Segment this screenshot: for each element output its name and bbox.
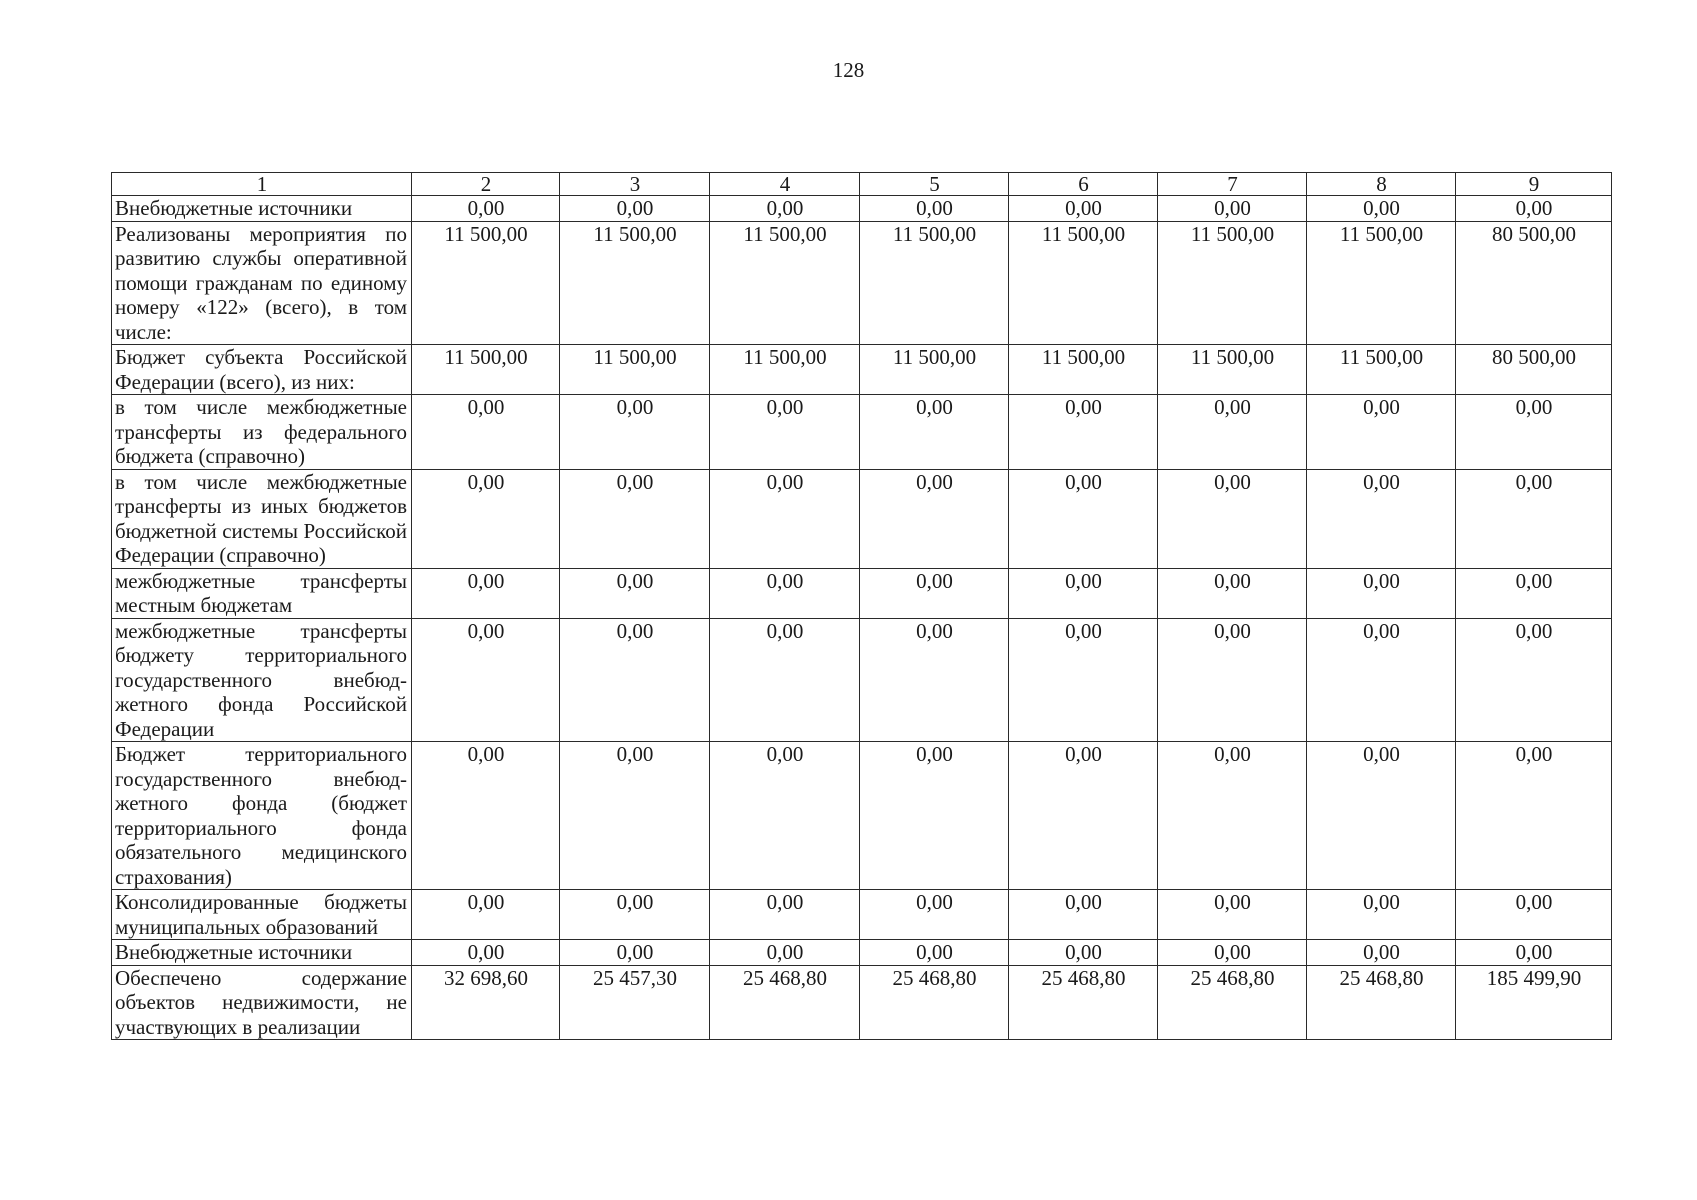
table-cell: 0,00 [412, 568, 560, 618]
table-cell: 0,00 [1158, 196, 1307, 222]
table-cell: 0,00 [1456, 890, 1612, 940]
table-cell: 0,00 [860, 469, 1009, 568]
table-cell: 0,00 [1158, 618, 1307, 742]
table-cell: 0,00 [1456, 618, 1612, 742]
column-header: 9 [1456, 173, 1612, 196]
table-row [112, 742, 1612, 890]
table-cell: 0,00 [560, 568, 710, 618]
table-cell: 80 500,00 [1456, 221, 1612, 345]
table-cell: 11 500,00 [412, 345, 560, 395]
table-cell: 0,00 [1009, 568, 1158, 618]
table-cell: 11 500,00 [1009, 221, 1158, 345]
table-cell: 0,00 [1009, 469, 1158, 568]
table-cell: 0,00 [710, 469, 860, 568]
row-label: межбюджетные трансферты местным бюджетам [112, 568, 412, 618]
table-row [112, 345, 1612, 395]
table-cell: 11 500,00 [710, 221, 860, 345]
table-cell: 0,00 [1307, 469, 1456, 568]
table-cell: 0,00 [1307, 742, 1456, 890]
table-cell: 0,00 [1158, 940, 1307, 966]
table-cell: 0,00 [560, 196, 710, 222]
row-label: в том числе межбюджетные трансферты из федерального бюджета (справочно) [112, 395, 412, 470]
table-cell: 0,00 [860, 742, 1009, 890]
table-cell: 0,00 [412, 618, 560, 742]
row-label: межбюджетные трансферты бюджету территориального государственного внебюджетного фонда Российской Федерации [112, 618, 412, 742]
row-label: Обеспечено содержание объектов недвижимости, не участвующих в реализации [112, 965, 412, 1040]
table-cell: 0,00 [1158, 742, 1307, 890]
table-cell: 0,00 [710, 940, 860, 966]
table-cell: 80 500,00 [1456, 345, 1612, 395]
table-cell: 11 500,00 [710, 345, 860, 395]
table-cell: 0,00 [1009, 196, 1158, 222]
table-cell: 0,00 [560, 618, 710, 742]
table-cell: 0,00 [860, 395, 1009, 470]
table-cell: 25 468,80 [1009, 965, 1158, 1040]
table-row [112, 469, 1612, 568]
table-cell: 0,00 [710, 568, 860, 618]
table-cell: 0,00 [1456, 395, 1612, 470]
table-cell: 11 500,00 [412, 221, 560, 345]
table-cell: 0,00 [1009, 940, 1158, 966]
table-cell: 25 468,80 [1307, 965, 1456, 1040]
column-header: 6 [1009, 173, 1158, 196]
table-cell: 25 457,30 [560, 965, 710, 1040]
table-cell: 0,00 [1009, 395, 1158, 470]
table-cell: 0,00 [412, 940, 560, 966]
table-cell: 0,00 [560, 890, 710, 940]
table-cell: 0,00 [860, 940, 1009, 966]
table-cell: 0,00 [560, 940, 710, 966]
table-row [112, 568, 1612, 618]
table-row [112, 965, 1612, 1040]
table-row [112, 890, 1612, 940]
column-header: 4 [710, 173, 860, 196]
table-cell: 0,00 [412, 395, 560, 470]
table-cell: 0,00 [560, 395, 710, 470]
table-cell: 0,00 [1009, 890, 1158, 940]
table-cell: 0,00 [860, 568, 1009, 618]
table-cell: 0,00 [1307, 890, 1456, 940]
table-cell: 0,00 [1307, 568, 1456, 618]
table-cell: 0,00 [710, 196, 860, 222]
table-cell: 0,00 [1456, 742, 1612, 890]
table-cell: 0,00 [1456, 940, 1612, 966]
column-header: 2 [412, 173, 560, 196]
table-cell: 11 500,00 [560, 345, 710, 395]
table-cell: 0,00 [560, 742, 710, 890]
column-header: 5 [860, 173, 1009, 196]
table-cell: 25 468,80 [1158, 965, 1307, 1040]
table-row [112, 221, 1612, 345]
table-cell: 0,00 [560, 469, 710, 568]
column-header: 8 [1307, 173, 1456, 196]
table-cell: 25 468,80 [710, 965, 860, 1040]
table-cell: 0,00 [1307, 395, 1456, 470]
table-cell: 11 500,00 [860, 345, 1009, 395]
table-cell: 11 500,00 [1158, 345, 1307, 395]
table-cell: 0,00 [1158, 890, 1307, 940]
table-cell: 0,00 [1456, 196, 1612, 222]
table-cell: 0,00 [1456, 568, 1612, 618]
page-number: 128 [832, 58, 865, 82]
budget-table [111, 172, 1612, 1040]
table-cell: 11 500,00 [1158, 221, 1307, 345]
table-cell: 0,00 [710, 890, 860, 940]
table-cell: 0,00 [860, 196, 1009, 222]
table-cell: 0,00 [1009, 618, 1158, 742]
table-cell: 11 500,00 [560, 221, 710, 345]
table-body [112, 173, 1612, 1040]
table-cell: 0,00 [1307, 196, 1456, 222]
table-cell: 0,00 [1158, 469, 1307, 568]
row-label: Реализованы мероприятия по развитию службы оперативной помощи гражданам по единому номеру «122» (всего), в том числе: [112, 221, 412, 345]
row-label: в том числе межбюджетные трансферты из иных бюджетов бюджетной системы Российской Федерации (справочно) [112, 469, 412, 568]
table-cell: 0,00 [1158, 395, 1307, 470]
table-cell: 0,00 [710, 395, 860, 470]
table-cell: 11 500,00 [1009, 345, 1158, 395]
table-cell: 0,00 [412, 742, 560, 890]
table-cell: 0,00 [1158, 568, 1307, 618]
header-row [112, 173, 1612, 196]
table-cell: 0,00 [412, 469, 560, 568]
table-row [112, 618, 1612, 742]
row-label: Бюджет территориального государственного внебюджетного фонда (бюджет территориального фонда обязательного медицинского страхования) [112, 742, 412, 890]
row-label: Консолидированные бюджеты муниципальных образований [112, 890, 412, 940]
table-row [112, 196, 1612, 222]
table-row [112, 395, 1612, 470]
table-cell: 11 500,00 [1307, 345, 1456, 395]
table-cell: 0,00 [860, 890, 1009, 940]
table-cell: 0,00 [710, 742, 860, 890]
row-label: Бюджет субъекта Российской Федерации (всего), из них: [112, 345, 412, 395]
table-cell: 0,00 [412, 196, 560, 222]
table-cell: 11 500,00 [860, 221, 1009, 345]
table-cell: 185 499,90 [1456, 965, 1612, 1040]
table-cell: 0,00 [860, 618, 1009, 742]
table-cell: 32 698,60 [412, 965, 560, 1040]
table-cell: 0,00 [1456, 469, 1612, 568]
column-header: 1 [112, 173, 412, 196]
table-cell: 0,00 [1009, 742, 1158, 890]
table-row [112, 940, 1612, 966]
table-cell: 0,00 [1307, 618, 1456, 742]
table-cell: 0,00 [710, 618, 860, 742]
row-label: Внебюджетные источники [112, 196, 412, 222]
table-cell: 0,00 [412, 890, 560, 940]
column-header: 3 [560, 173, 710, 196]
column-header: 7 [1158, 173, 1307, 196]
table-cell: 11 500,00 [1307, 221, 1456, 345]
row-label: Внебюджетные источники [112, 940, 412, 966]
table-cell: 25 468,80 [860, 965, 1009, 1040]
table-cell: 0,00 [1307, 940, 1456, 966]
